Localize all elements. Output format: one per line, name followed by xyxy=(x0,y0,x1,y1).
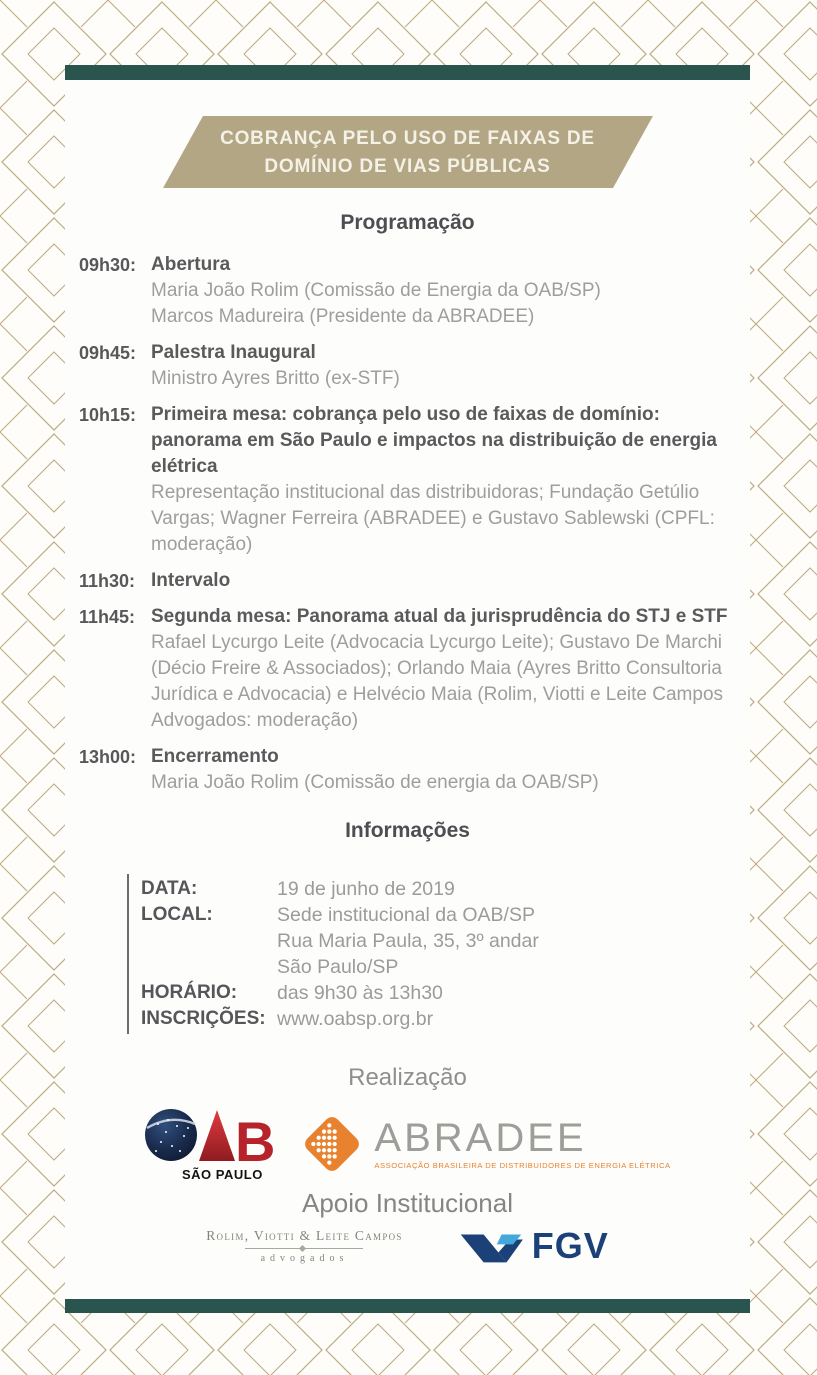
program-title: Encerramento xyxy=(151,746,279,767)
program-time: 09h30: xyxy=(79,255,137,275)
oab-sp-logo xyxy=(144,1106,274,1182)
oab-letter-b: B xyxy=(235,1110,275,1166)
info-value: das 9h30 às 13h30 xyxy=(277,982,443,1004)
program-detail: Maria João Rolim (Comissão de Energia da OAB/SP) xyxy=(151,280,601,301)
rolim-viotti-logo xyxy=(206,1228,403,1264)
info-label: INSCRIÇÕES: xyxy=(141,1008,266,1029)
program-title: Intervalo xyxy=(151,570,231,591)
oab-subtext: SÃO PAULO xyxy=(181,1167,263,1182)
program-time: 10h15: xyxy=(79,405,137,425)
program-time: 11h30: xyxy=(79,571,136,591)
info-row xyxy=(141,980,736,1006)
rolim-subtext: advogados xyxy=(260,1253,349,1264)
program-item xyxy=(79,340,736,392)
rolim-name: Rolim, Viotti & Leite Campos xyxy=(206,1228,403,1243)
event-title-line1: COBRANÇA PELO USO DE FAIXAS DE xyxy=(220,128,595,149)
info-row xyxy=(141,1006,736,1032)
realizacao-logos xyxy=(79,1108,736,1180)
teal-bar-bottom xyxy=(65,1299,750,1313)
info-value: São Paulo/SP xyxy=(277,956,399,978)
abradee-logo xyxy=(300,1112,670,1176)
abradee-tagline: ASSOCIAÇÃO BRASILEIRA DE DISTRIBUIDORES DE ENERGIA ELÉTRICA xyxy=(374,1161,671,1170)
program-title: Palestra Inaugural xyxy=(151,342,316,363)
event-banner xyxy=(173,116,643,188)
program-heading: Programação xyxy=(340,211,475,234)
program-time: 13h00: xyxy=(79,747,137,767)
fgv-logo xyxy=(458,1225,609,1267)
info-label: DATA: xyxy=(141,878,198,899)
abradee-name: ABRADEE xyxy=(374,1116,587,1160)
oab-letter-a xyxy=(199,1110,235,1161)
info-block xyxy=(127,874,736,1034)
program-item xyxy=(79,568,736,594)
program-detail: Ministro Ayres Britto (ex-STF) xyxy=(151,368,400,389)
realizacao-heading: Realização xyxy=(348,1064,467,1091)
rolim-divider xyxy=(245,1248,363,1249)
fgv-mark-icon xyxy=(458,1228,524,1264)
program-title: Abertura xyxy=(151,254,231,275)
flyer-card xyxy=(65,65,750,1313)
fgv-name: FGV xyxy=(531,1225,609,1266)
event-title xyxy=(173,116,643,181)
program-list xyxy=(79,252,736,796)
teal-bar-top xyxy=(65,65,750,80)
program-item xyxy=(79,744,736,796)
info-label: HORÁRIO: xyxy=(141,982,238,1003)
program-time: 09h45: xyxy=(79,343,137,363)
info-heading: Informações xyxy=(345,819,470,842)
program-time: 11h45: xyxy=(79,607,136,627)
apoio-heading: Apoio Institucional xyxy=(301,1188,514,1218)
info-label: LOCAL: xyxy=(141,904,213,925)
info-value: www.oabsp.org.br xyxy=(277,1008,434,1030)
program-title: Primeira mesa: cobrança pelo uso de faixas de domínio: panorama em São Paulo e impactos na distribuição de energia elétrica xyxy=(151,404,717,477)
info-value: 19 de junho de 2019 xyxy=(277,878,455,900)
program-detail: Rafael Lycurgo Leite (Advocacia Lycurgo Leite); Gustavo De Marchi (Décio Freire & Associados); Orlando Maia (Ayres Britto Consultoria Jurídica e Advocacia) e Helvécio Maia (Rolim, Viotti e Leite Campos Advogados: moderação) xyxy=(151,632,724,731)
info-row xyxy=(141,902,736,980)
apoio-logos xyxy=(79,1224,736,1268)
globe-icon xyxy=(145,1109,197,1161)
program-detail: Representação institucional das distribuidoras; Fundação Getúlio Vargas; Wagner Ferreira (ABRADEE) e Gustavo Sablewski (CPFL: moderação) xyxy=(151,482,715,555)
program-detail: Marcos Madureira (Presidente da ABRADEE) xyxy=(151,306,535,327)
program-title: Segunda mesa: Panorama atual da jurisprudência do STJ e STF xyxy=(151,606,728,627)
program-detail: Maria João Rolim (Comissão de energia da OAB/SP) xyxy=(151,772,599,793)
program-item xyxy=(79,252,736,330)
info-row xyxy=(141,876,736,902)
flyer-content xyxy=(65,80,750,1268)
abradee-diamond-icon xyxy=(300,1112,364,1176)
oab-logo-icon xyxy=(144,1106,274,1166)
program-item xyxy=(79,402,736,558)
info-value: Sede institucional da OAB/SP xyxy=(277,904,535,926)
info-value: Rua Maria Paula, 35, 3º andar xyxy=(277,930,539,952)
event-title-line2: DOMÍNIO DE VIAS PÚBLICAS xyxy=(264,156,551,177)
program-item xyxy=(79,604,736,734)
